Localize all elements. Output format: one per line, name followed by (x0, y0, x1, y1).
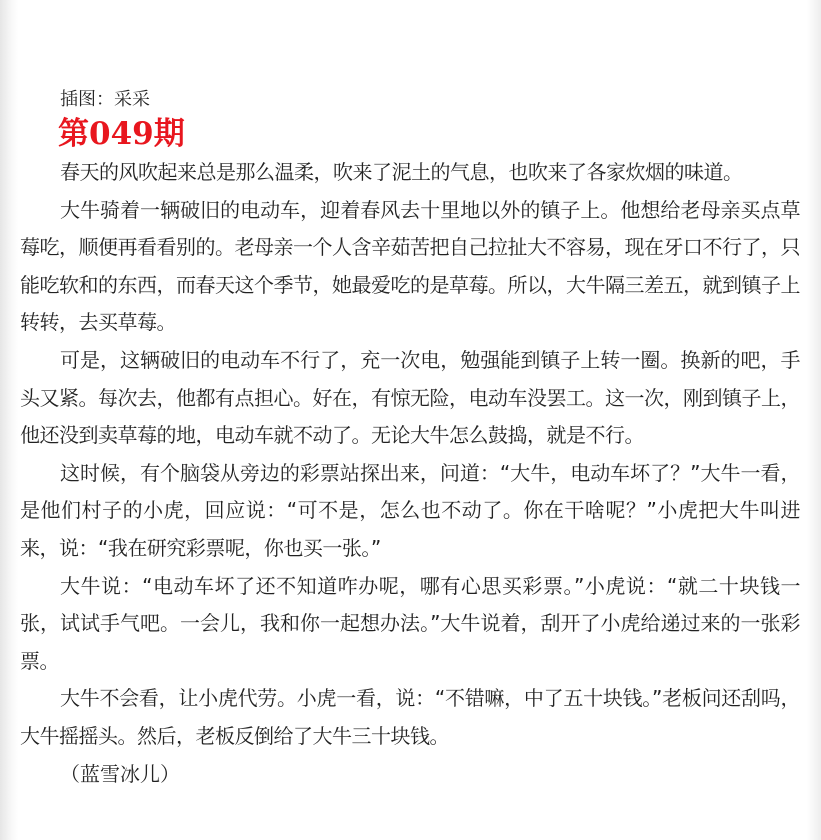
issue-title: 第049期 (58, 116, 185, 152)
article-body (20, 154, 800, 756)
paragraph-5: 大牛说：“电动车坏了还不知道咋办呢，哪有心思买彩票。”小虎说：“就二十块钱一张，试试手气吧。一会儿，我和你一起想办法。”大牛说着，刮开了小虎给递过来的一张彩票。 (20, 573, 800, 673)
article (20, 86, 800, 793)
illustration-credit: 插图：采采 (60, 89, 150, 110)
paragraph-3: 可是，这辆破旧的电动车不行了，充一次电，勉强能到镇子上转一圈。换新的吧，手头又紧。每次去，他都有点担心。好在，有惊无险，电动车没罢工。这一次，刚到镇子上，他还没到卖草莓的地，电动车就不动了。无论大牛怎么鼓捣，就是不行。 (20, 347, 800, 448)
page-edge-shadow (0, 0, 18, 840)
author-signature: （蓝雪冰儿） (60, 761, 180, 786)
paragraph-1: 春天的风吹起来总是那么温柔，吹来了泥土的气息，也吹来了各家炊烟的味道。 (60, 160, 743, 184)
paragraph-2: 大牛骑着一辆破旧的电动车，迎着春风去十里地以外的镇子上。他想给老母亲买点草莓吃，顺便再看看别的。老母亲一个人含辛茹苦把自己拉扯大不容易，现在牙口不行了，只能吃软和的东西，而春天这个季节，她最爱吃的是草莓。所以，大牛隔三差五，就到镇子上转转，去买草莓。 (20, 197, 800, 335)
paragraph-4: 这时候，有个脑袋从旁边的彩票站探出来，问道：“大牛，电动车坏了？”大牛一看，是他们村子的小虎，回应说：“可不是，怎么也不动了。你在干啥呢？”小虎把大牛叫进来，说：“我在研究彩票呢，你也买一张。” (20, 460, 800, 560)
page-edge-right (807, 0, 821, 840)
paragraph-6: 大牛不会看，让小虎代劳。小虎一看，说：“不错嘛，中了五十块钱。”老板问还刮吗，大牛摇摇头。然后，老板反倒给了大牛三十块钱。 (20, 686, 800, 748)
